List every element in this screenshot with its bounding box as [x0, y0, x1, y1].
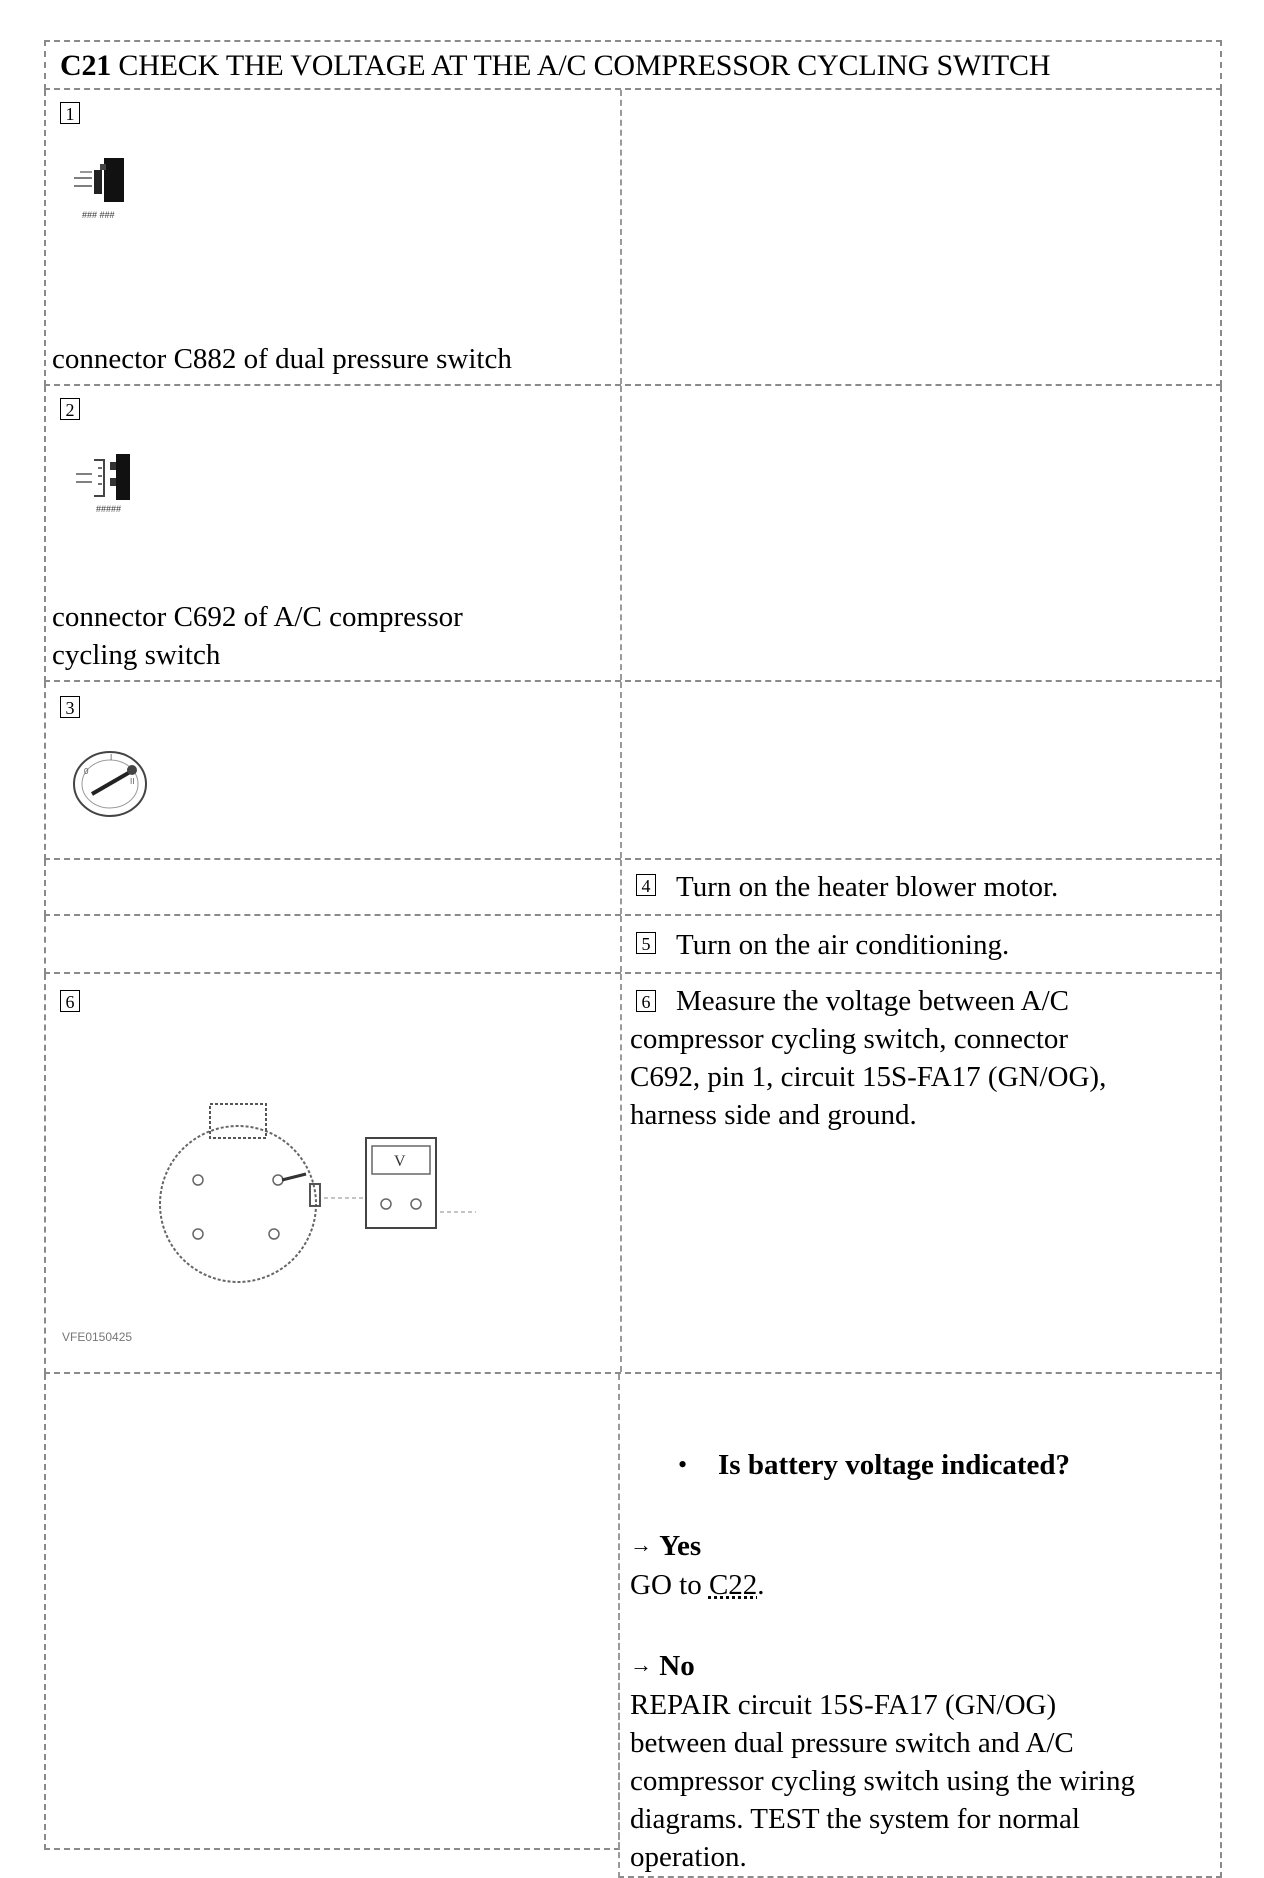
arrow-right-icon: → — [630, 1652, 652, 1677]
step-3-row — [44, 682, 1222, 860]
step-3-left — [46, 682, 622, 858]
step-1-row — [44, 90, 1222, 386]
step-5-right — [622, 916, 1220, 972]
step-1-right — [622, 90, 1220, 384]
step-number-2: 2 — [60, 398, 80, 420]
yes-action-prefix: GO to — [630, 1569, 702, 1601]
step-id: C21 — [60, 49, 112, 82]
no-action-line-4: diagrams. TEST the system for normal — [630, 1803, 1080, 1835]
go-to-c22-link[interactable]: C22 — [708, 1569, 758, 1601]
no-action-line-3: compressor cycling switch using the wiring — [630, 1765, 1135, 1797]
result-right — [618, 1374, 1222, 1878]
svg-text:II: II — [130, 777, 135, 786]
step-6-left — [46, 974, 622, 1372]
step-5-text: Turn on the air conditioning. — [676, 929, 1010, 961]
step-2-left — [46, 386, 622, 680]
step-4-right — [622, 860, 1220, 914]
title-row — [44, 40, 1222, 90]
step-number-4: 4 — [636, 874, 656, 896]
svg-text:0: 0 — [84, 767, 89, 776]
step-6-text-line-2: compressor cycling switch, connector — [630, 1023, 1069, 1055]
step-4-text: Turn on the heater blower motor. — [676, 871, 1059, 903]
connector-disconnect-icon — [70, 446, 160, 516]
result-left — [44, 1374, 620, 1850]
step-6-text-line-3: C692, pin 1, circuit 15S-FA17 (GN/OG), — [630, 1061, 1107, 1093]
no-action-line-5: operation. — [630, 1841, 747, 1873]
step-title: CHECK THE VOLTAGE AT THE A/C COMPRESSOR CYCLING SWITCH — [118, 49, 1051, 82]
yes-action — [630, 1566, 765, 1604]
step-1-caption: connector C882 of dual pressure switch — [52, 343, 512, 375]
no-action-line-1: REPAIR circuit 15S-FA17 (GN/OG) — [630, 1689, 1057, 1721]
ignition-key-icon — [70, 744, 150, 824]
step-6-row — [44, 974, 1222, 1374]
step-2-row — [44, 386, 1222, 682]
step-4-row — [44, 860, 1222, 916]
result-question: Is battery voltage indicated? — [718, 1449, 1070, 1481]
step-1-left — [46, 90, 622, 384]
page-title — [60, 49, 1050, 83]
no-action-line-2: between dual pressure switch and A/C — [630, 1727, 1074, 1759]
step-number-6-instruction: 6 — [636, 990, 656, 1012]
step-4-left — [46, 860, 622, 914]
no-branch — [630, 1646, 695, 1685]
step-6-text-line-1: Measure the voltage between A/C — [676, 985, 1069, 1017]
yes-label: Yes — [659, 1530, 702, 1562]
step-2-caption-line-2: cycling switch — [52, 639, 221, 671]
step-number-1: 1 — [60, 102, 80, 124]
step-number-6: 6 — [60, 990, 80, 1012]
result-row — [44, 1374, 1222, 1878]
bullet: • — [678, 1450, 688, 1479]
svg-text:I: I — [110, 753, 113, 762]
svg-text:#####: ##### — [96, 504, 122, 514]
step-2-right — [622, 386, 1220, 680]
step-6-text-line-4: harness side and ground. — [630, 1099, 917, 1131]
voltmeter-connector-diagram — [146, 1094, 526, 1294]
step-5-left — [46, 916, 622, 972]
figure-label: VFE0150425 — [62, 1330, 133, 1344]
step-number-5: 5 — [636, 932, 656, 954]
yes-action-suffix: . — [757, 1569, 765, 1601]
step-3-right — [622, 682, 1220, 858]
yes-branch — [630, 1526, 701, 1565]
step-6-right — [622, 974, 1220, 1372]
voltmeter-label: V — [394, 1153, 406, 1170]
step-5-row — [44, 916, 1222, 974]
arrow-right-icon: → — [630, 1532, 652, 1557]
svg-text:### ###: ### ### — [82, 210, 115, 220]
connector-disconnect-icon — [70, 152, 150, 222]
no-label: No — [659, 1650, 695, 1682]
step-2-caption-line-1: connector C692 of A/C compressor — [52, 601, 463, 633]
step-number-3: 3 — [60, 696, 80, 718]
